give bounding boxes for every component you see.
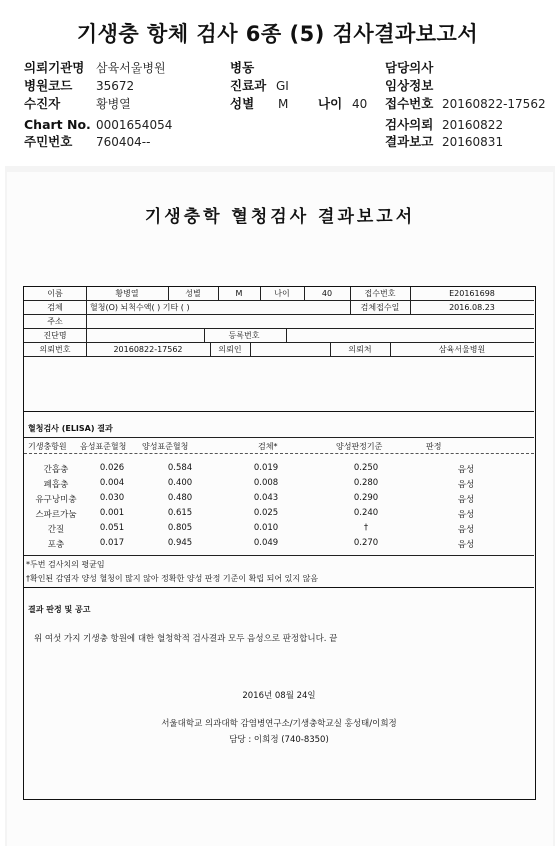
request-row [24, 343, 534, 357]
cutoff-cell: † [363, 523, 369, 533]
field-receipt-no-value [442, 96, 546, 112]
contact-info: 담당 : 이희정 (740-8350) [229, 735, 329, 745]
receipt-label: 접수번호 [364, 289, 396, 298]
receipt-value: E20161698 [449, 289, 495, 298]
address-row [24, 315, 534, 329]
patient-row [24, 287, 534, 301]
name-value: 황병열 [115, 289, 139, 298]
positive-cell: 0.615 [167, 508, 193, 518]
table-row [24, 523, 534, 537]
result-cell: 음성 [457, 480, 475, 490]
field-value: 40 [352, 97, 368, 111]
column-header-antigen: 기생충항원 [28, 442, 67, 451]
page-title: 기생충 항체 검사 6종 (5) 검사결과보고서 [76, 22, 479, 46]
request-no-value: 20160822-17562 [113, 345, 183, 354]
field-label: 진료과 [230, 78, 267, 93]
table-row [24, 478, 534, 492]
field-institution [24, 60, 84, 76]
negative-cell: 0.051 [99, 523, 125, 533]
negative-cell: 0.017 [99, 538, 125, 548]
field-label: 검사의뢰 [385, 117, 434, 132]
positive-cell: 0.480 [167, 493, 193, 503]
field-department [230, 78, 266, 94]
result-cell: 음성 [457, 495, 475, 505]
field-value: 0001654054 [96, 118, 173, 132]
received-value: 2016.08.23 [449, 303, 495, 312]
note-average: *두번 검사치의 평균임 [26, 560, 105, 569]
address-label: 주소 [47, 317, 63, 326]
name-label: 이름 [47, 289, 63, 298]
antigen-cell: 유구낭미충 [35, 495, 77, 505]
field-sex-value [278, 96, 288, 112]
field-value: 20160831 [442, 135, 504, 149]
divider [250, 343, 251, 357]
sample-cell: 0.008 [253, 478, 279, 488]
specimen-row [24, 301, 534, 315]
conclusion-title: 결과 판정 및 공고 [28, 605, 91, 614]
field-label: Chart No. [24, 117, 91, 132]
field-report-date-value [442, 134, 503, 150]
field-resident-no [24, 134, 72, 150]
antigen-cell: 간질 [47, 525, 65, 535]
positive-cell: 0.400 [167, 478, 193, 488]
field-age [318, 96, 342, 112]
field-department-value [276, 78, 289, 94]
sample-cell: 0.025 [253, 508, 279, 518]
cutoff-cell: 0.290 [353, 493, 379, 503]
field-label: 수진자 [24, 96, 61, 111]
sample-cell: 0.049 [253, 538, 279, 548]
table-row [24, 463, 534, 477]
field-value: 20160822-17562 [442, 97, 546, 111]
specimen-value: 혈청(O) 뇌척수액( ) 기타 ( ) [90, 303, 190, 312]
column-header-sample: 검체* [258, 442, 278, 451]
table-row [24, 508, 534, 522]
field-value: 760404-- [96, 135, 151, 149]
antigen-cell: 폐흡충 [43, 480, 69, 490]
field-doctor [385, 60, 433, 76]
field-value: M [278, 97, 289, 111]
cutoff-cell: 0.270 [353, 538, 379, 548]
scanned-report [5, 166, 555, 846]
field-value: 35672 [96, 79, 135, 93]
result-cell: 음성 [457, 525, 475, 535]
age-label: 나이 [274, 289, 290, 298]
positive-cell: 0.945 [167, 538, 193, 548]
field-hospital-code-value [96, 78, 134, 94]
field-patient [24, 96, 60, 112]
positive-cell: 0.805 [167, 523, 193, 533]
conclusion-text: 위 여섯 가지 기생충 항원에 대한 혈청학적 검사결과 모두 음성으로 판정합니다. 끝 [34, 634, 338, 644]
field-label: 나이 [318, 96, 343, 111]
specimen-label: 검체 [47, 303, 63, 312]
antigen-cell: 간흡충 [43, 465, 69, 475]
field-value: 황병열 [96, 97, 131, 111]
field-label: 임상정보 [385, 78, 434, 93]
field-request-date [385, 117, 433, 133]
field-report-date [385, 134, 433, 150]
antigen-cell: 포충 [47, 540, 65, 550]
field-label: 주민번호 [24, 134, 73, 149]
field-value: 삼육서울병원 [96, 61, 166, 75]
section-divider [24, 437, 534, 438]
column-header-result: 판정 [426, 442, 442, 451]
sex-value: M [235, 289, 243, 298]
report-header [0, 0, 555, 166]
divider [286, 329, 287, 343]
diagnosis-row [24, 329, 534, 343]
result-cell: 음성 [457, 540, 475, 550]
cutoff-cell: 0.240 [353, 508, 379, 518]
result-cell: 음성 [457, 510, 475, 520]
divider [86, 329, 87, 343]
field-receipt-no [385, 96, 433, 112]
field-institution-value [96, 60, 166, 76]
elisa-section-title: 혈청검사 (ELISA) 결과 [28, 424, 113, 433]
field-label: 접수번호 [385, 96, 434, 111]
institution-value: 삼육서울병원 [438, 345, 486, 354]
negative-cell: 0.030 [99, 493, 125, 503]
field-label: 병동 [230, 60, 255, 75]
negative-cell: 0.004 [99, 478, 125, 488]
result-cell: 음성 [457, 465, 475, 475]
sample-cell: 0.010 [253, 523, 279, 533]
column-header-cutoff: 양성판정기준 [336, 442, 383, 451]
field-clinical-info [385, 78, 433, 94]
report-paper [7, 172, 553, 846]
section-divider [24, 411, 534, 412]
field-label: 결과보고 [385, 134, 434, 149]
age-value: 40 [321, 289, 333, 298]
field-value: GI [276, 79, 289, 93]
field-resident-no-value [96, 134, 150, 150]
sex-label: 성별 [185, 289, 201, 298]
field-label: 병원코드 [24, 78, 73, 93]
report-title: 기생충학 혈청검사 결과보고서 [144, 207, 416, 227]
registration-label: 등록번호 [228, 331, 260, 340]
negative-cell: 0.026 [99, 463, 125, 473]
notes-divider [24, 555, 534, 556]
field-ward [230, 60, 254, 76]
request-no-label: 의뢰번호 [39, 345, 71, 354]
field-chart-no [24, 117, 91, 133]
negative-cell: 0.001 [99, 508, 125, 518]
divider [86, 301, 87, 315]
field-request-date-value [442, 117, 503, 133]
antigen-cell: 스파르가눔 [35, 510, 77, 520]
received-label: 검체접수일 [360, 303, 400, 312]
field-age-value [352, 96, 367, 112]
field-patient-value [96, 96, 131, 112]
positive-cell: 0.584 [167, 463, 193, 473]
field-label: 의뢰기관명 [24, 60, 85, 75]
cutoff-cell: 0.250 [353, 463, 379, 473]
section-divider [24, 587, 534, 588]
diagnosis-label: 진단명 [43, 331, 67, 340]
column-header-positive: 양성표준혈청 [142, 442, 189, 451]
field-value: 20160822 [442, 118, 504, 132]
table-row [24, 538, 534, 552]
signatory: 서울대학교 의과대학 감염병연구소/기생충학교실 홍성태/이희정 [161, 719, 397, 729]
field-chart-no-value [96, 117, 172, 133]
note-cutoff: †확인된 감염자 양성 혈청이 많지 않아 정확한 양성 판정 기준이 확립 되어 있지 않음 [26, 574, 319, 583]
field-sex [230, 96, 254, 112]
field-label: 담당의사 [385, 60, 434, 75]
sample-cell: 0.043 [253, 493, 279, 503]
table-row [24, 493, 534, 507]
sample-cell: 0.019 [253, 463, 279, 473]
cutoff-cell: 0.280 [353, 478, 379, 488]
report-date: 2016년 08월 24일 [242, 691, 316, 701]
report-form [23, 286, 536, 800]
field-hospital-code [24, 78, 72, 94]
requester-label: 의뢰인 [218, 345, 242, 354]
column-header-negative: 음성표준혈청 [80, 442, 127, 451]
institution-label: 의뢰처 [348, 345, 372, 354]
field-label: 성별 [230, 96, 255, 111]
header-underline [24, 453, 534, 454]
divider [86, 315, 87, 329]
